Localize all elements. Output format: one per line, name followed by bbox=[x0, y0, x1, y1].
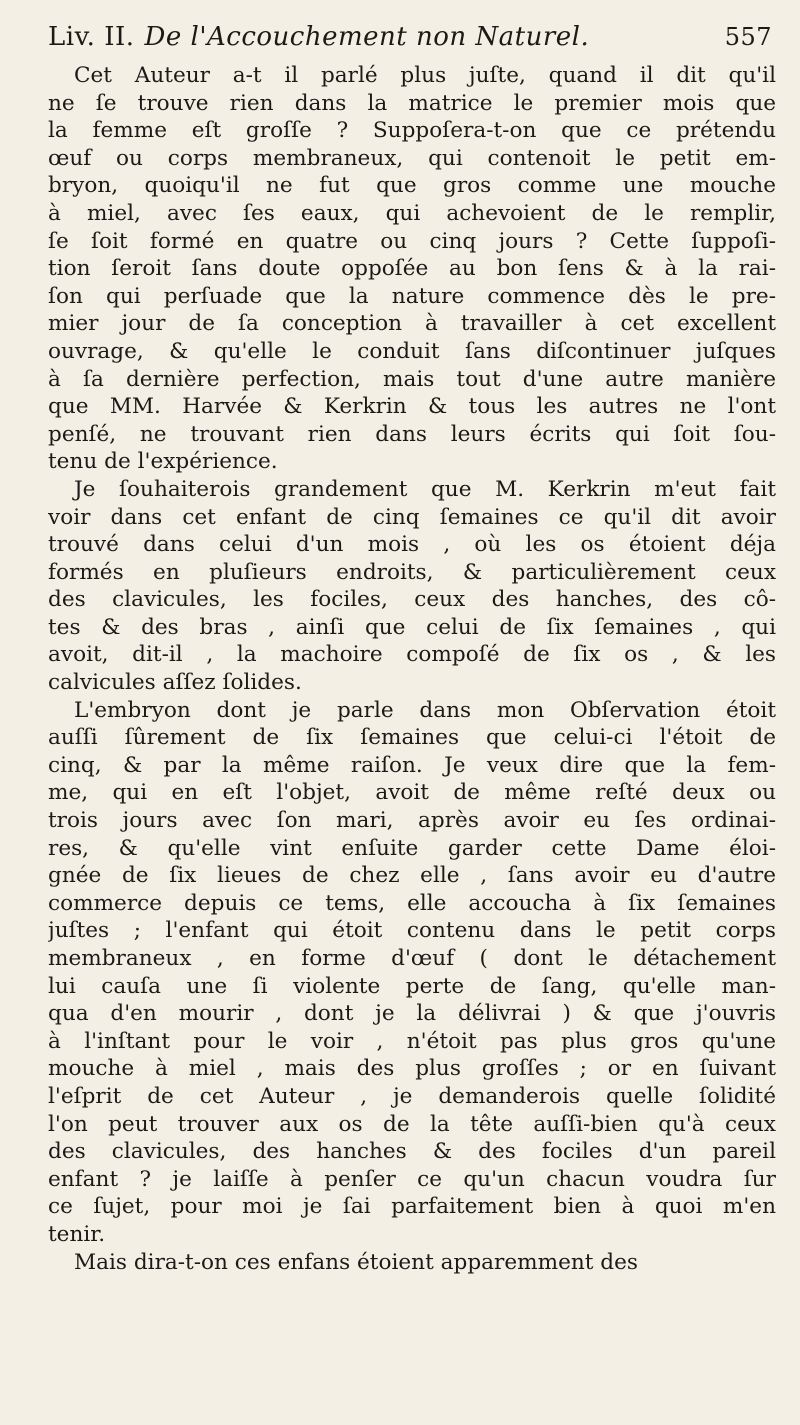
text-line: cinq, & par la même raiſon. Je veux dire que la fem- bbox=[48, 752, 776, 778]
text-line: membraneux , en forme d'œuf ( dont le détachement bbox=[48, 946, 776, 971]
text-line: ſe ſoit formé en quatre ou cinq jours ? Cette ſuppoſi- bbox=[48, 228, 776, 254]
text-line: voir dans cet enfant de cinq ſemaines ce qu'il dit avoir bbox=[48, 504, 776, 530]
book-number: Liv. II. bbox=[48, 22, 135, 52]
body-text bbox=[48, 62, 776, 1276]
text-line: ce ſujet, pour moi je ſai parfaitement bien à quoi m'en bbox=[48, 1194, 776, 1220]
text-line: à l'inſtant pour le voir , n'étoit pas plus gros qu'une bbox=[48, 1028, 776, 1054]
text-line: avoit, dit-il , la machoire compoſé de ſix os , & les bbox=[48, 642, 776, 668]
paragraph bbox=[48, 1249, 776, 1277]
text-line: tenir. bbox=[48, 1221, 106, 1247]
text-line: mier jour de ſa conception à travailler à cet excellent bbox=[48, 311, 776, 337]
text-line: trois jours avec ſon mari, après avoir eu ſes ordinai- bbox=[48, 808, 776, 834]
text-line: des clavicules, des hanches & des fociles d'un pareil bbox=[48, 1139, 776, 1165]
text-line: mouche à miel , mais des plus groſſes ; or en ſuivant bbox=[48, 1056, 776, 1082]
text-line: auſſi ſûrement de ſix ſemaines que celui-ci l'étoit de bbox=[48, 725, 776, 751]
text-line: L'embryon dont je parle dans mon Obſervation étoit bbox=[74, 697, 776, 723]
text-line: bryon, quoiqu'il ne fut que gros comme une mouche bbox=[48, 173, 776, 199]
paragraph bbox=[48, 62, 776, 476]
running-head-left bbox=[48, 22, 589, 52]
running-head bbox=[48, 22, 776, 60]
text-line: qua d'en mourir , dont je la délivrai ) & que j'ouvris bbox=[48, 1001, 776, 1027]
text-line: Je ſouhaiterois grandement que M. Kerkrin m'eut fait bbox=[74, 476, 776, 502]
text-line: l'eſprit de cet Auteur , je demanderois quelle ſolidité bbox=[48, 1083, 776, 1109]
text-line: ſon qui perſuade que la nature commence dès le pre- bbox=[48, 283, 776, 309]
text-line: penſé, ne trouvant rien dans leurs écrits qui ſoit ſou- bbox=[48, 421, 776, 447]
paragraph bbox=[48, 697, 776, 1249]
paragraph bbox=[48, 476, 776, 697]
text-line: tion ſeroit ſans doute oppoſée au bon ſens & à la rai- bbox=[48, 256, 776, 282]
text-line: l'on peut trouver aux os de la tête auſſi-bien qu'à ceux bbox=[48, 1111, 776, 1137]
text-line: tes & des bras , ainſi que celui de ſix ſemaines , qui bbox=[48, 614, 776, 640]
text-line: enfant ? je laiſſe à penſer ce qu'un chacun voudra ſur bbox=[48, 1166, 776, 1192]
text-line: œuf ou corps membraneux, qui contenoit le petit em- bbox=[48, 145, 776, 171]
text-line: formés en pluſieurs endroits, & particulièrement ceux bbox=[48, 559, 776, 585]
text-line: res, & qu'elle vint enſuite garder cette Dame éloi- bbox=[48, 835, 776, 861]
text-line: ouvrage, & qu'elle le conduit ſans diſcontinuer juſques bbox=[48, 338, 776, 364]
text-line: tenu de l'expérience. bbox=[48, 449, 278, 475]
text-line: des clavicules, les fociles, ceux des hanches, des cô- bbox=[48, 587, 776, 613]
text-line: ne ſe trouve rien dans la matrice le premier mois que bbox=[48, 90, 776, 116]
text-line: la femme eſt groſſe ? Suppoſera-t-on que ce prétendu bbox=[48, 118, 776, 144]
chapter-title: De l'Accouchement non Naturel. bbox=[144, 22, 590, 52]
text-line: Cet Auteur a-t il parlé plus juſte, quand il dit qu'il bbox=[74, 63, 776, 88]
text-line: que MM. Harvée & Kerkrin & tous les autres ne l'ont bbox=[48, 394, 776, 420]
text-line: commerce depuis ce tems, elle accoucha à ſix ſemaines bbox=[48, 890, 776, 916]
text-line: à miel, avec ſes eaux, qui achevoient de le remplir, bbox=[48, 200, 776, 226]
text-line: Mais dira-t-on ces enfans étoient apparemment des bbox=[74, 1249, 638, 1275]
text-line: gnée de ſix lieues de chez elle , ſans avoir eu d'autre bbox=[48, 863, 776, 889]
text-line: à ſa dernière perfection, mais tout d'une autre manière bbox=[48, 366, 776, 392]
text-line: calvicules aſſez ſolides. bbox=[48, 670, 302, 696]
text-line: juſtes ; l'enfant qui étoit contenu dans le petit corps bbox=[48, 918, 776, 944]
page-number: 557 bbox=[724, 23, 772, 51]
text-line: me, qui en eſt l'objet, avoit de même reſté deux ou bbox=[48, 780, 776, 806]
text-line: trouvé dans celui d'un mois , où les os étoient déja bbox=[48, 532, 776, 558]
text-line: lui cauſa une ſi violente perte de ſang, qu'elle man- bbox=[48, 973, 776, 999]
